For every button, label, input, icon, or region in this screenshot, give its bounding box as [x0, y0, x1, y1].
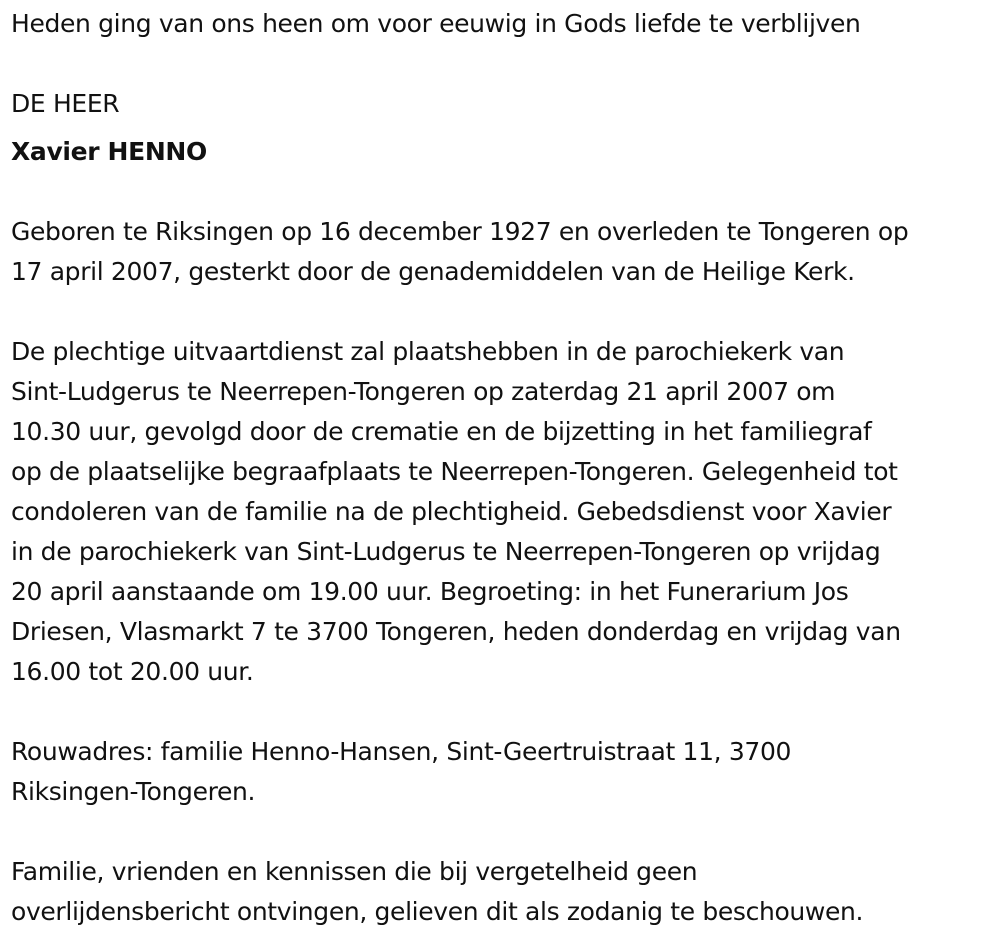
- closing-paragraph: [11, 852, 989, 932]
- paragraph-line: Rouwadres: familie Henno-Hansen, Sint-Geertruistraat 11, 3700: [11, 737, 792, 766]
- spacer: [11, 812, 989, 852]
- spacer: [11, 44, 989, 84]
- intro-line: Heden ging van ons heen om voor eeuwig in Gods liefde te verblijven: [11, 9, 861, 38]
- deceased-name: [11, 132, 989, 172]
- deceased-title: [11, 84, 989, 124]
- paragraph-line: Familie, vrienden en kennissen die bij vergetelheid geen: [11, 857, 698, 886]
- title-line: DE HEER: [11, 89, 120, 118]
- paragraph-line: overlijdensbericht ontvingen, gelieven dit als zodanig te beschouwen.: [11, 897, 864, 926]
- spacer: [11, 292, 989, 332]
- service-paragraph: [11, 332, 989, 692]
- paragraph-line: 20 april aanstaande om 19.00 uur. Begroeting: in het Funerarium Jos: [11, 577, 849, 606]
- spacer: [11, 172, 989, 212]
- paragraph-line: Riksingen-Tongeren.: [11, 777, 256, 806]
- address-paragraph: [11, 732, 989, 812]
- spacer: [11, 692, 989, 732]
- paragraph-line: Driesen, Vlasmarkt 7 te 3700 Tongeren, heden donderdag en vrijdag van: [11, 617, 901, 646]
- intro-text: [11, 4, 989, 44]
- paragraph-line: 16.00 tot 20.00 uur.: [11, 657, 254, 686]
- paragraph-line: op de plaatselijke begraafplaats te Neerrepen-Tongeren. Gelegenheid tot: [11, 457, 898, 486]
- name-line: Xavier HENNO: [11, 137, 207, 166]
- paragraph-line: Geboren te Riksingen op 16 december 1927 en overleden te Tongeren op: [11, 217, 909, 246]
- paragraph-line: in de parochiekerk van Sint-Ludgerus te Neerrepen-Tongeren op vrijdag: [11, 537, 881, 566]
- spacer: [11, 124, 989, 132]
- paragraph-line: 17 april 2007, gesterkt door de genademiddelen van de Heilige Kerk.: [11, 257, 855, 286]
- paragraph-line: De plechtige uitvaartdienst zal plaatshebben in de parochiekerk van: [11, 337, 845, 366]
- death-notice: [11, 4, 989, 932]
- birth-death-paragraph: [11, 212, 989, 292]
- paragraph-line: condoleren van de familie na de plechtigheid. Gebedsdienst voor Xavier: [11, 497, 892, 526]
- paragraph-line: Sint-Ludgerus te Neerrepen-Tongeren op zaterdag 21 april 2007 om: [11, 377, 836, 406]
- paragraph-line: 10.30 uur, gevolgd door de crematie en de bijzetting in het familiegraf: [11, 417, 872, 446]
